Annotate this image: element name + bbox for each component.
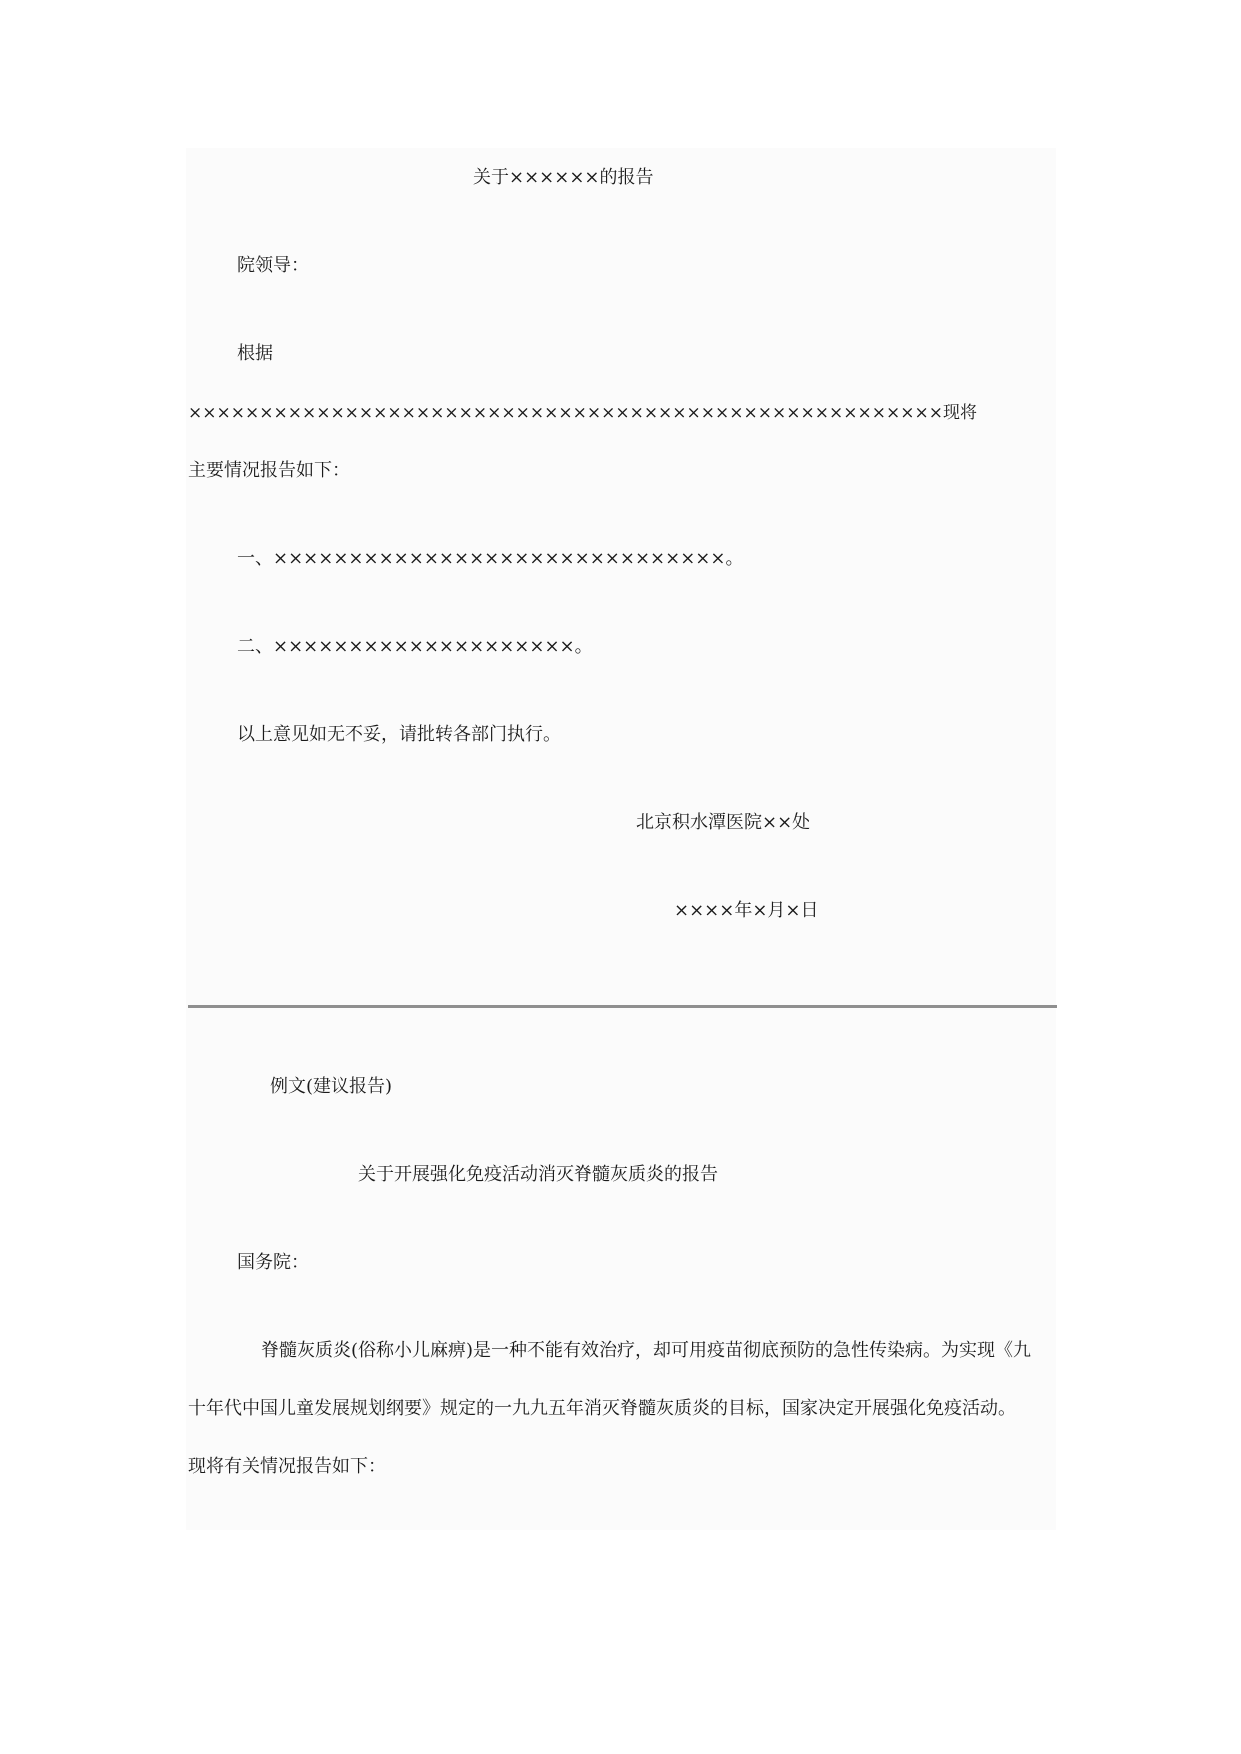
salutation: 院领导： xyxy=(237,255,309,276)
body-intro: 根据 xyxy=(237,343,273,364)
example-title: 关于开展强化免疫活动消灭脊髓灰质炎的报告 xyxy=(358,1164,718,1185)
date-line: ××××年×月×日 xyxy=(674,900,819,921)
item-2: 二、××××××××××××××××××××。 xyxy=(237,636,593,657)
example-label: 例文(建议报告) xyxy=(270,1076,393,1097)
report-title: 关于××××××的报告 xyxy=(473,167,654,188)
signature: 北京积水潭医院××处 xyxy=(636,812,811,833)
example-paragraph-line-1: 脊髓灰质炎(俗称小儿麻痹)是一种不能有效治疗，却可用疫苗彻底预防的急性传染病。为实现《九 xyxy=(261,1340,1032,1361)
body-placeholder-line: ×××××××××××××××××××××××××××××××××××××××××××××××××××××现将 xyxy=(188,403,977,423)
document-panel xyxy=(186,148,1056,1530)
example-paragraph-line-3: 现将有关情况报告如下： xyxy=(188,1456,386,1477)
item-1: 一、××××××××××××××××××××××××××××××。 xyxy=(237,548,744,569)
closing-line: 以上意见如无不妥，请批转各部门执行。 xyxy=(237,724,561,745)
section-divider xyxy=(188,1005,1057,1008)
example-salutation: 国务院： xyxy=(237,1252,309,1273)
example-paragraph-line-2: 十年代中国儿童发展规划纲要》规定的一九九五年消灭脊髓灰质炎的目标，国家决定开展强化免疫活动。 xyxy=(188,1398,1016,1419)
body-tail: 主要情况报告如下： xyxy=(188,460,350,481)
